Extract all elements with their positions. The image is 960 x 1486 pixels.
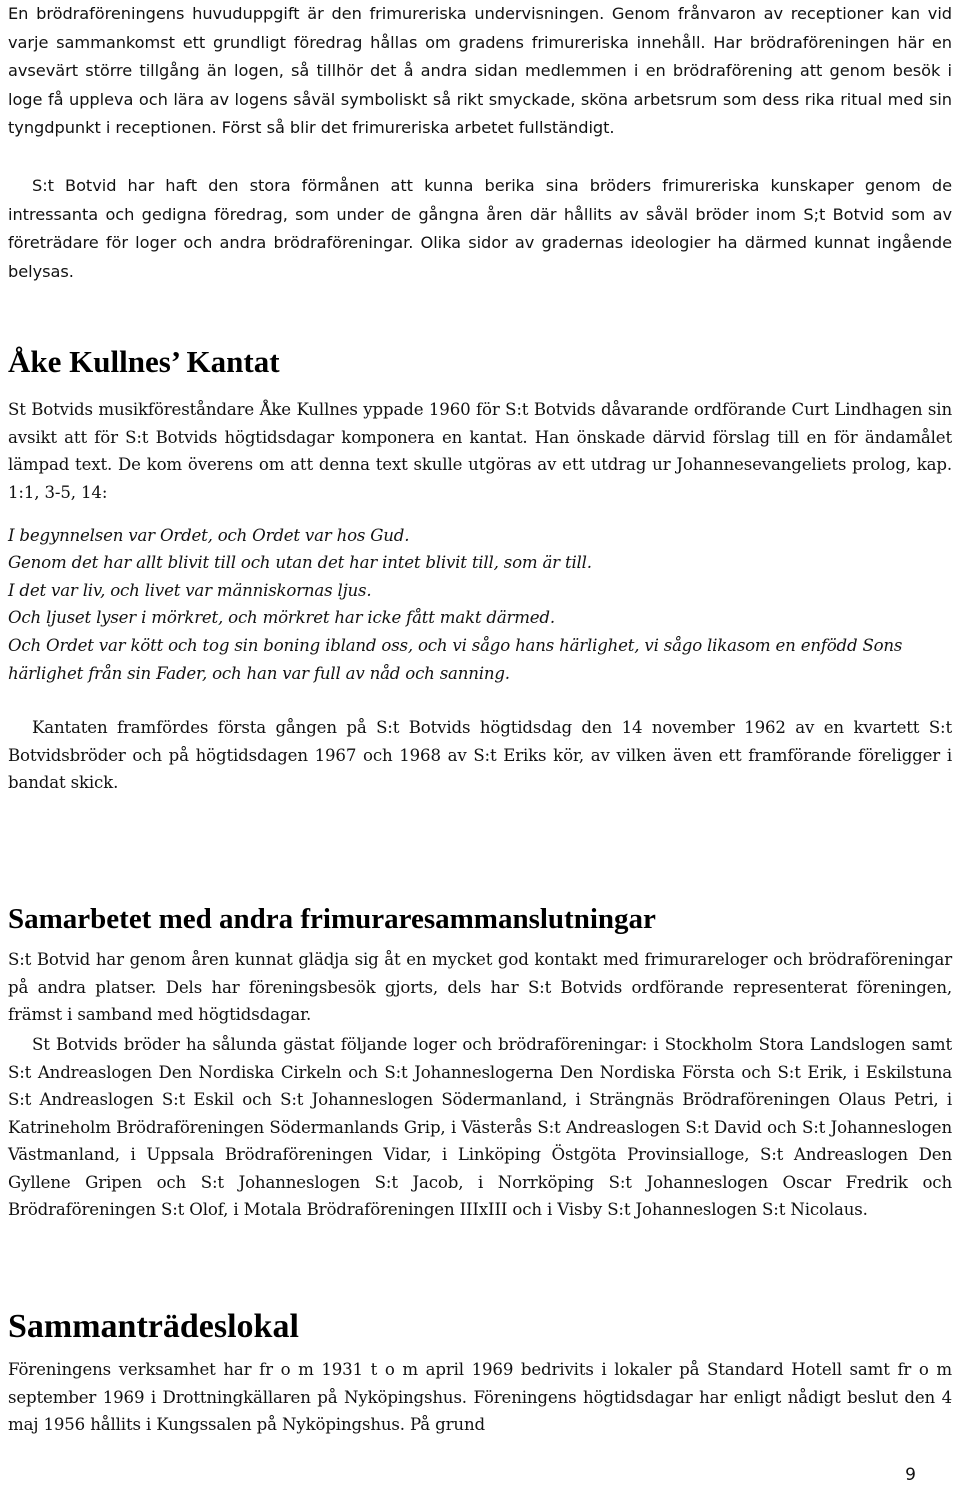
samarbete-paragraph-2: St Botvids bröder ha sålunda gästat följande loger och brödraföreningar: i Stockholm Stora Landslogen samt S:t Andreaslogen Den Nordiska Cirkeln och S:t Johanneslogerna Den Nordiska Första och S:t Erik, i Eskilstuna S:t Andreaslogen S:t Eskil och S:t Johanneslogen Södermanland, i Strängnäs Brödraföreningen Olaus Petri, i Katrineholm Brödraföreningen Södermanlands Grip, i Västerås S:t Andreaslogen S:t David och S:t Johanneslogen Västmanland, i Uppsala Brödraföreningen Vidar, i Linköping Östgöta Provinsialloge, S:t Andreaslogen Den Gyllene Gripen och S:t Johanneslogen S:t Jacob, i Norrköping S:t Johanneslogen Oscar Fredrik och Brödraföreningen S:t Olof, i Motala Brödraföreningen IIIxIII och i Visby S:t Johanneslogen S:t Nicolaus. bbox=[8, 1035, 952, 1219]
kantat-paragraph-2: Kantaten framfördes första gången på S:t Botvids högtidsdag den 14 november 1962 av en kvartett S:t Botvidsbröder och på högtidsdagen 1967 och 1968 av S:t Eriks kör, av vilken även ett framförande föreligger i bandat skick. bbox=[8, 718, 952, 792]
kantat-paragraph-1: St Botvids musikföreståndare Åke Kullnes yppade 1960 för S:t Botvids dåvarande ordförande Curt Lindhagen sin avsikt att för S:t Botvids högtidsdagar komponera en kantat. Han önskade därvid förslag till en för ändamålet lämpad text. De kom överens om att denna text skulle utgöras av ett utdrag ur Johannesevangeliets prolog, kap. 1:1, 3-5, 14: bbox=[8, 400, 952, 502]
samarbete-paragraph-1: S:t Botvid har genom åren kunnat glädja sig åt en mycket god kontakt med frimurareloger och brödraföreningar på andra platser. Dels har föreningsbesök gjorts, dels har S:t Botvids ordförande representerat föreningen, främst i samband med högtidsdagar. bbox=[8, 950, 952, 1024]
page-number: 9 bbox=[905, 1465, 916, 1485]
scripture-verse: I det var liv, och livet var människornas ljus. bbox=[8, 581, 372, 600]
intro-paragraph-1: En brödraföreningens huvuduppgift är den frimureriska undervisningen. Genom frånvaron av receptioner kan vid varje sammankomst ett grundligt föredrag hållas om gradens frimureriska innehåll. Har brödraföreningen här en avsevärt större tillgång än logen, så tillhör det å andra sidan medlemmen i en brödraförening att genom besök i loge få uppleva och lära av logens såväl symboliskt så rikt smyckade, sköna arbetsrum som dess rika ritual med sin tyngdpunkt i receptionen. Först så blir det frimureriska arbetet fullständigt. bbox=[8, 4, 952, 138]
intro-paragraph-2: S:t Botvid har haft den stora förmånen att kunna berika sina bröders frimureriska kunskaper genom de intressanta och gedigna föredrag, som under de gångna åren där hållits av såväl bröder inom S;t Botvid som av företrädare för loger och andra brödraföreningar. Olika sidor av gradernas ideologier ha därmed kunnat ingående belysas. bbox=[8, 176, 952, 281]
section-heading-samarbete: Samarbetet med andra frimuraresammanslutningar bbox=[8, 903, 656, 935]
scripture-verse: Och ljuset lyser i mörkret, och mörkret har icke fått makt därmed. bbox=[8, 608, 555, 627]
scripture-verse: Och Ordet var kött och tog sin boning ibland oss, och vi sågo hans härlighet, vi sågo likasom en enfödd Sons härlighet från sin Fader, och han var full av nåd och sanning. bbox=[8, 636, 903, 683]
lokal-paragraph-1: Föreningens verksamhet har fr o m 1931 t o m april 1969 bedrivits i lokaler på Standard Hotell samt fr o m september 1969 i Drottningkällaren på Nyköpingshus. Föreningens högtidsdagar har enligt nådigt beslut den 4 maj 1956 hållits i Kungssalen på Nyköpingshus. På grund bbox=[8, 1360, 952, 1434]
section-heading-kantat: Åke Kullnes’ Kantat bbox=[8, 344, 280, 379]
scripture-verse: I begynnelsen var Ordet, och Ordet var hos Gud. bbox=[8, 526, 410, 545]
scripture-verse: Genom det har allt blivit till och utan det har intet blivit till, som är till. bbox=[8, 553, 592, 572]
section-heading-lokal: Sammanträdeslokal bbox=[8, 1308, 299, 1345]
